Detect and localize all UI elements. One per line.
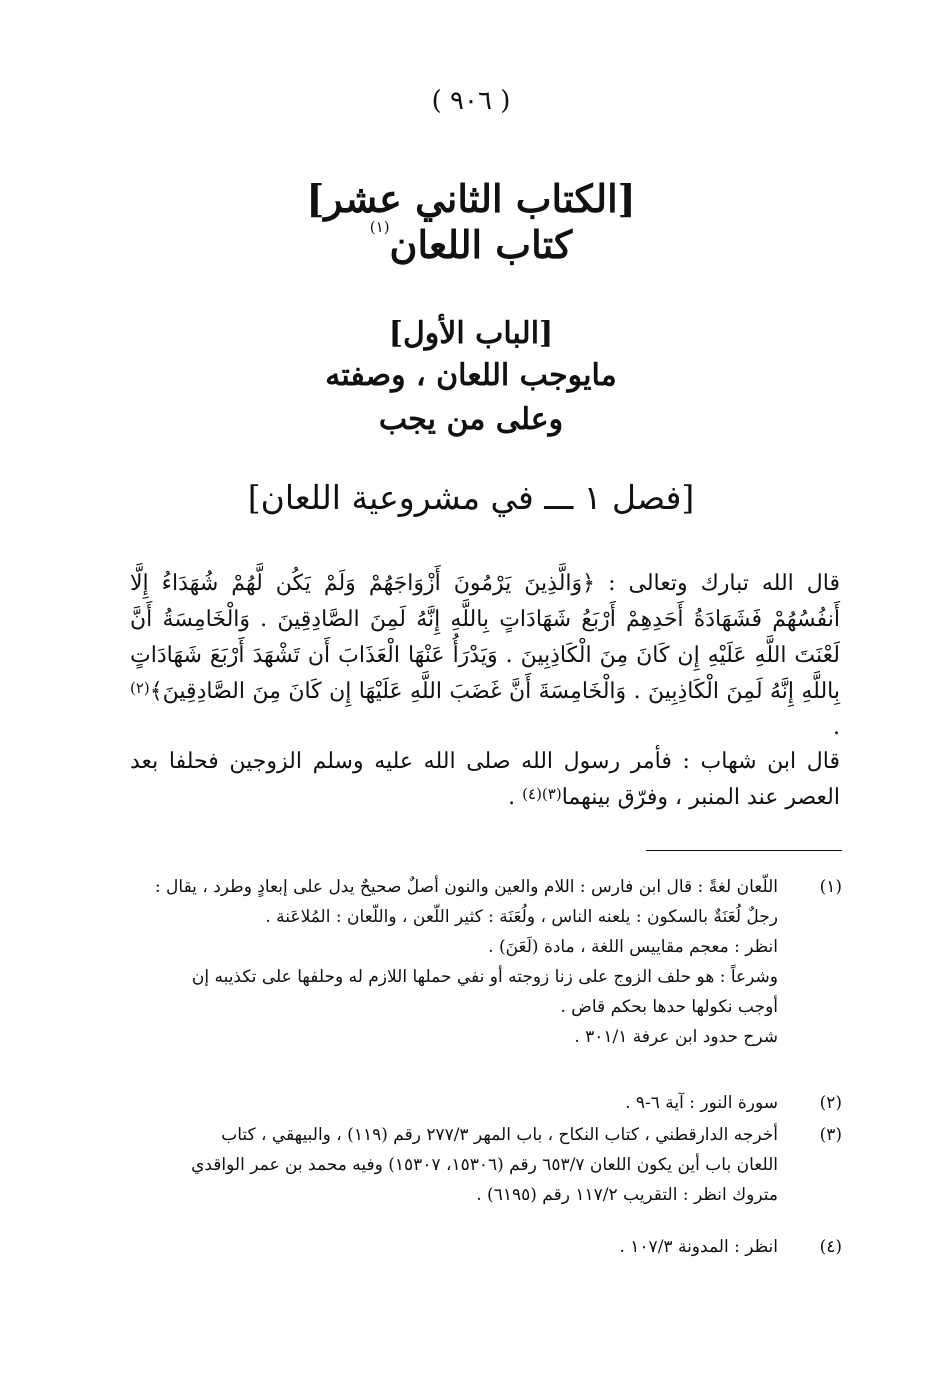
body-paragraph-narration: [130, 744, 840, 816]
chapter-title-line2: وعلى من يجب: [378, 402, 564, 437]
footnote-line: انظر : معجم مقاييس اللغة ، مادة (لَعَنَ) .: [488, 937, 778, 957]
footnote-number: (٣): [819, 1125, 842, 1145]
footnote-4: [130, 1232, 842, 1262]
footnote-number: (٤): [819, 1237, 842, 1257]
footnote-line: اللعان باب أين يكون اللعان ٦٥٣/٧ رقم (١٥٣٠٦، ١٥٣٠٧) وفيه محمد بن عمر الواقدي: [191, 1155, 778, 1175]
chapter-label: [الباب الأول]: [388, 316, 554, 351]
footnote-line: أخرجه الدارقطني ، كتاب النكاح ، باب المهر ٢٧٧/٣ رقم (١١٩) ، والبيهقي ، كتاب: [221, 1125, 778, 1145]
paragraph-end: .: [508, 785, 523, 810]
page-number: ( ٩٠٦ ): [431, 86, 511, 116]
footnote-refs: (٣)(٤): [522, 785, 562, 803]
footnote-ref: (٢): [130, 679, 150, 697]
paragraph-text: قال ابن شهاب : فأمر رسول الله صلى الله عليه وسلم الزوجين فحلفا بعد العصر عند المنبر ، وفرّق بينهما: [130, 749, 840, 810]
footnote-ref: (١): [369, 218, 390, 236]
footnote-number: (١): [819, 877, 842, 897]
section-heading: [فصل ١ ـــ في مشروعية اللعان]: [247, 478, 695, 517]
footnote-line: انظر : المدونة ١٠٧/٣ .: [619, 1237, 778, 1257]
paragraph-text: قال الله تبارك وتعالى : ﴿وَالَّذِينَ يَرْمُونَ أَزْوَاجَهُمْ وَلَمْ يَكُن لَّهُمْ شُهَدَاءُ إِلَّا أَنفُسُهُمْ فَشَهَادَةُ أَحَدِهِمْ أَرْبَعُ شَهَادَاتٍ بِاللَّهِ إِنَّهُ لَمِنَ الصَّادِقِينَ . وَالْخَامِسَةُ أَنَّ لَعْنَتَ اللَّهِ عَلَيْهِ إِن كَانَ مِنَ الْكَاذِبِينَ . وَيَدْرَأُ عَنْهَا الْعَذَابَ أَن تَشْهَدَ أَرْبَعَ شَهَادَاتٍ بِاللَّهِ إِنَّهُ لَمِنَ الْكَاذِبِينَ . وَالْخَامِسَةَ أَنَّ غَضَبَ اللَّهِ عَلَيْهَا إِن كَانَ مِنَ الصَّادِقِينَ﴾: [130, 571, 840, 704]
footnote-1: [130, 872, 842, 1052]
body-paragraph-quran: [130, 566, 840, 746]
footnote-line: شرح حدود ابن عرفة ٣٠١/١ .: [574, 1027, 778, 1047]
footnote-number: (٢): [819, 1093, 842, 1113]
paragraph-end: .: [833, 715, 840, 740]
footnote-line: متروك انظر : التقريب ١١٧/٢ رقم (٦١٩٥) .: [476, 1185, 778, 1205]
footnote-line: أوجب نكولها حدها بحكم قاض .: [560, 997, 778, 1017]
book-label: [الكتاب الثاني عشر]: [306, 176, 636, 221]
book-title: [0, 218, 942, 267]
footnote-3: [130, 1120, 842, 1210]
footnote-line: سورة النور : آية ٦-٩ .: [625, 1093, 778, 1113]
book-title-text: كتاب اللعان: [389, 222, 573, 267]
footnote-separator: [646, 850, 842, 851]
footnote-line: وشرعاً : هو حلف الزوج على زنا زوجته أو نفي حملها اللازم له وحلفها على تكذيبه إن: [191, 967, 778, 987]
footnote-2: [130, 1088, 842, 1118]
chapter-title-line1: مايوجب اللعان ، وصفته: [325, 358, 617, 393]
footnote-line: اللّعان لغةً : قال ابن فارس : اللام والعين والنون أصلٌ صحيحٌ يدل على إبعادٍ وطرد ، يقال :: [154, 877, 778, 897]
footnote-line: رجلٌ لُعَنَةٌ بالسكون : يلعنه الناس ، ولُعَنَة : كثير اللّعن ، واللّعان : المُلاعَنة .: [265, 907, 778, 927]
